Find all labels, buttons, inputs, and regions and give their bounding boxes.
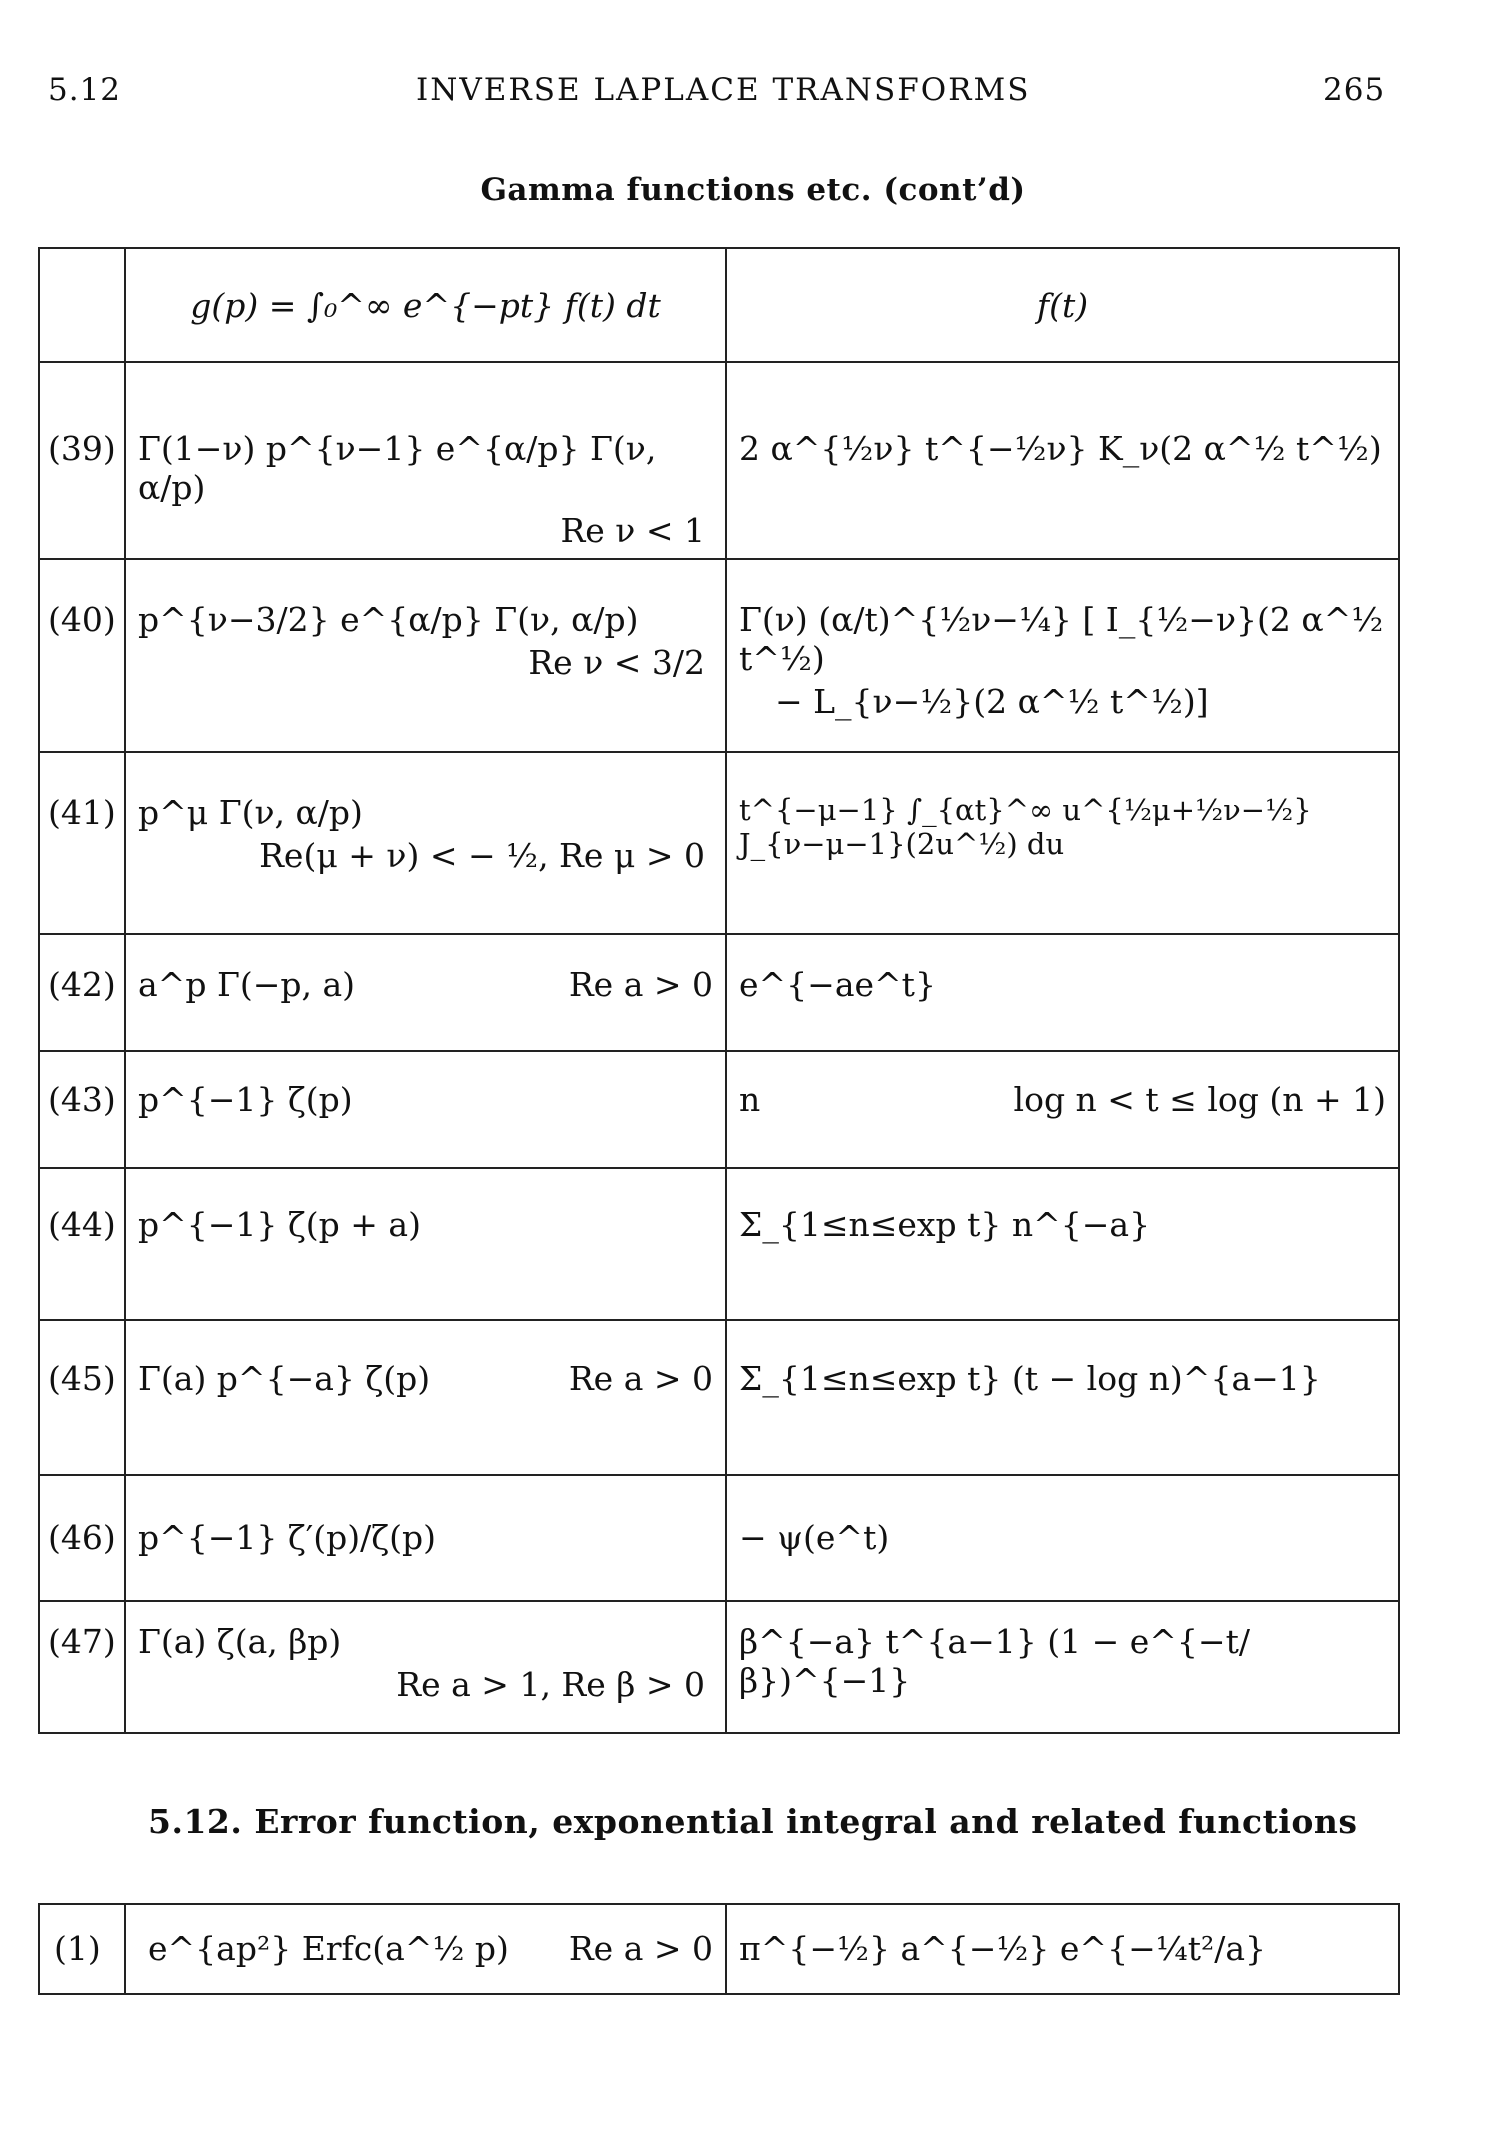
f-expression-line2: − L_{ν−½}(2 α^½ t^½)] [775,682,1209,721]
header-g-label: g(p) = ∫₀^∞ e^{−pt} f(t) dt [190,285,661,325]
f-condition: log n < t ≤ log (n + 1) [1013,1080,1386,1119]
g-condition: Re ν < 1 [560,511,705,550]
table-row [39,934,1399,1051]
transform-table [38,247,1400,1734]
table-row [39,1320,1399,1475]
f-expression: n [739,1080,761,1119]
g-condition: Re ν < 3/2 [528,643,705,682]
table-row [39,1904,1399,1994]
g-expression: Γ(1−ν) p^{ν−1} e^{α/p} Γ(ν, α/p) [138,429,657,507]
f-expression: Σ_{1≤n≤exp t} (t − log n)^{a−1} [739,1359,1321,1398]
row-number: (47) [48,1622,116,1661]
row-number: (44) [48,1205,116,1244]
row-number: (45) [48,1359,116,1398]
f-expression: π^{−½} a^{−½} e^{−¼t²/a} [739,1929,1266,1968]
table-row [39,1051,1399,1168]
f-expression: e^{−ae^t} [739,965,936,1004]
f-expression: 2 α^{½ν} t^{−½ν} K_ν(2 α^½ t^½) [739,429,1382,468]
table-row [39,1601,1399,1733]
g-condition: Re(μ + ν) < − ½, Re μ > 0 [259,836,705,875]
g-expression: p^{−1} ζ(p) [138,1080,353,1119]
g-expression: p^μ Γ(ν, α/p) [138,793,363,832]
g-expression: e^{ap²} Erfc(a^½ p) [148,1929,509,1968]
g-expression: p^{ν−3/2} e^{α/p} Γ(ν, α/p) [138,600,639,639]
section-number: 5.12 [48,72,122,108]
running-title: INVERSE LAPLACE TRANSFORMS [416,72,1031,108]
table-row [39,559,1399,752]
section-heading: 5.12. Error function, exponential integral and related functions [148,1802,1358,1841]
f-expression: t^{−μ−1} ∫_{αt}^∞ u^{½μ+½ν−½} J_{ν−μ−1}(2u^½) du [739,793,1312,861]
row-number: (1) [54,1929,101,1968]
table-row [39,1475,1399,1601]
g-expression: p^{−1} ζ′(p)/ζ(p) [138,1518,437,1557]
f-expression: Γ(ν) (α/t)^{½ν−¼} [ I_{½−ν}(2 α^½ t^½) [739,600,1384,678]
f-expression: Σ_{1≤n≤exp t} n^{−a} [739,1205,1151,1244]
g-condition: Re a > 0 [568,965,713,1004]
header-g-cell [125,248,726,362]
g-condition: Re a > 0 [568,1929,713,1968]
header-f-label: f(t) [1036,285,1089,325]
row-number: (46) [48,1518,116,1557]
g-expression: Γ(a) ζ(a, βp) [138,1622,342,1661]
g-expression: p^{−1} ζ(p + a) [138,1205,421,1244]
header-num-cell [39,248,125,362]
g-expression: a^p Γ(−p, a) [138,965,356,1004]
row-number: (41) [48,793,116,832]
row-number: (42) [48,965,116,1004]
table-row [39,752,1399,934]
table-row [39,362,1399,559]
page-number: 265 [1323,72,1386,108]
f-expression: − ψ(e^t) [739,1518,890,1557]
row-number: (40) [48,600,116,639]
error-function-table [38,1903,1400,1995]
row-number: (39) [48,429,116,468]
table-row [39,1168,1399,1320]
g-condition: Re a > 0 [568,1359,713,1398]
g-expression: Γ(a) p^{−a} ζ(p) [138,1359,431,1398]
f-expression: β^{−a} t^{a−1} (1 − e^{−t/β})^{−1} [739,1622,1250,1700]
g-condition: Re a > 1, Re β > 0 [396,1665,705,1704]
table-caption: Gamma functions etc. (cont’d) [480,172,1026,208]
row-number: (43) [48,1080,116,1119]
header-f-cell [726,248,1399,362]
table-header-row [39,248,1399,362]
